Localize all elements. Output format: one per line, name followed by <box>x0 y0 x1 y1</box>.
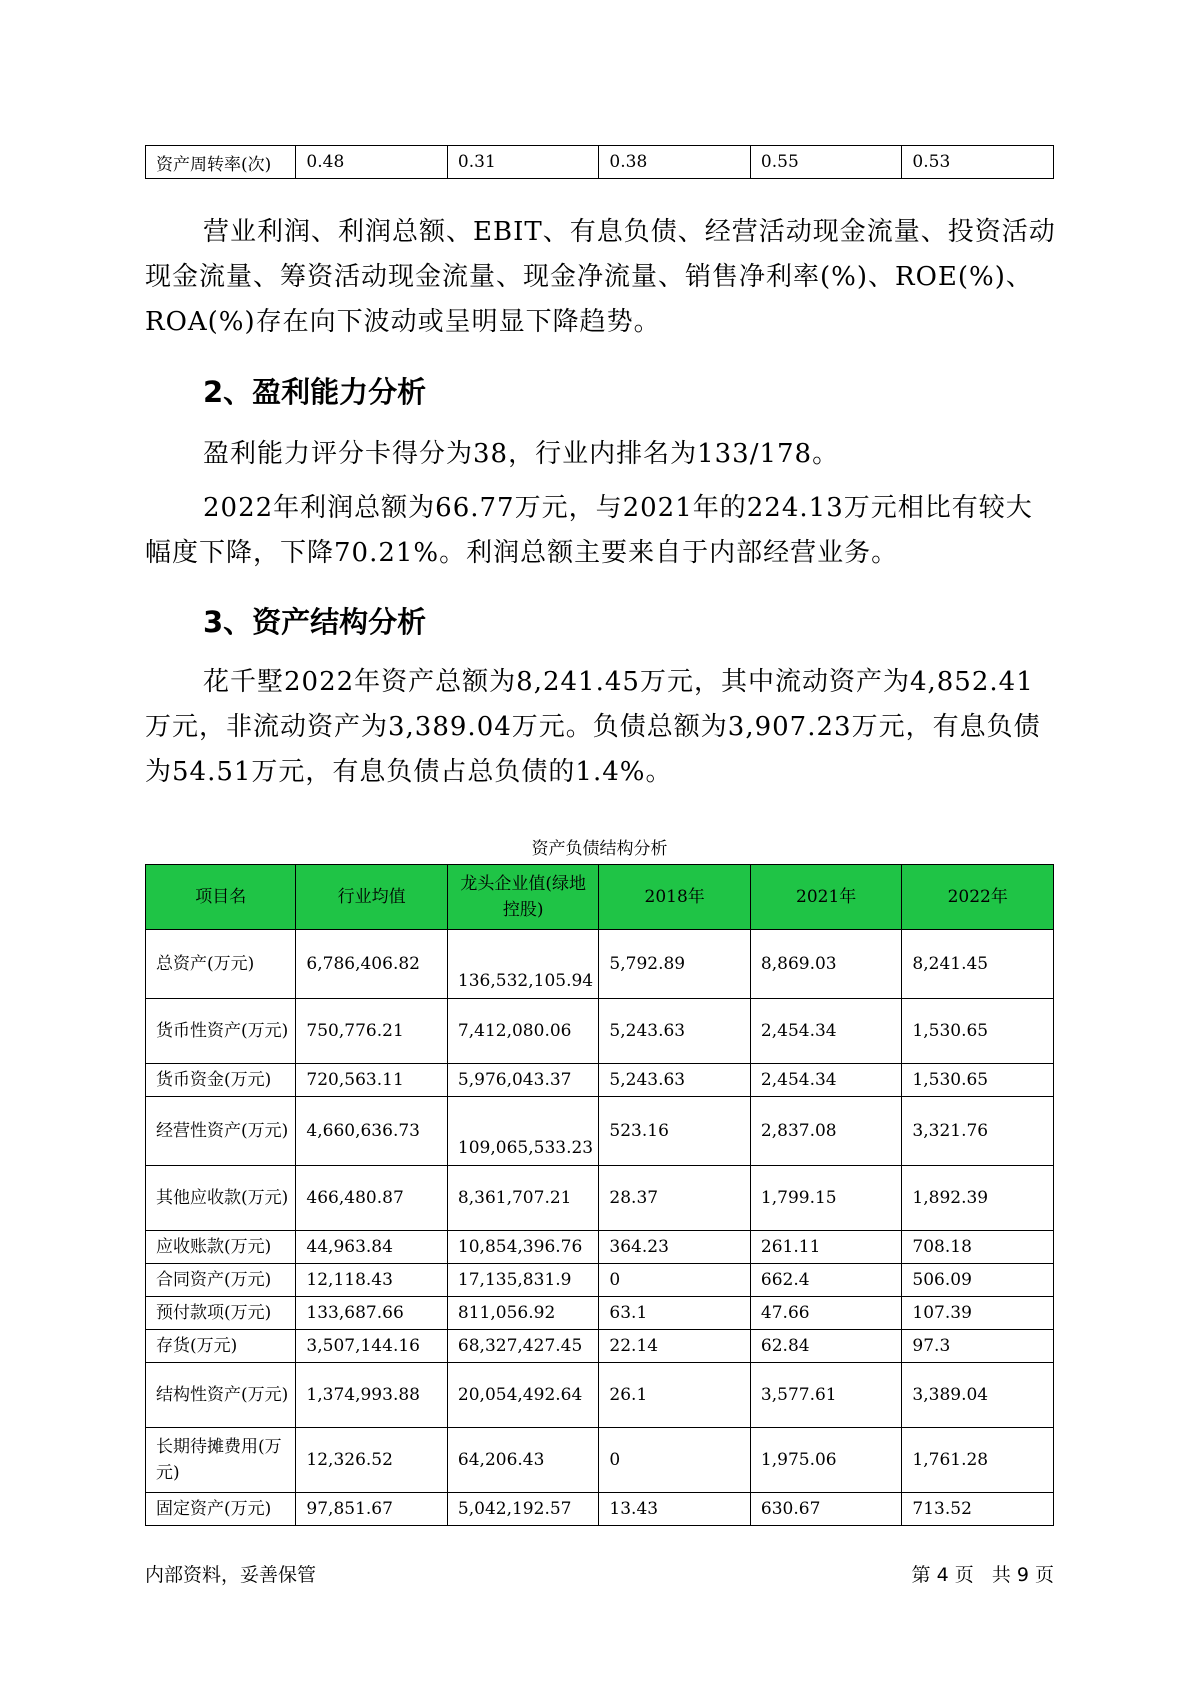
table-cell: 0.48 <box>296 146 448 179</box>
table-cell: 630.67 <box>750 1493 902 1526</box>
table-cell: 20,054,492.64 <box>447 1363 599 1428</box>
table-cell: 1,530.65 <box>902 999 1054 1064</box>
table-row <box>146 1428 1054 1493</box>
row-label: 其他应收款(万元) <box>146 1166 296 1231</box>
table-cell: 3,507,144.16 <box>296 1330 448 1363</box>
row-label: 货币资金(万元) <box>146 1064 296 1097</box>
table-cell: 261.11 <box>750 1231 902 1264</box>
turnover-table <box>145 145 1054 179</box>
table-cell: 1,975.06 <box>750 1428 902 1493</box>
table-cell: 2,454.34 <box>750 1064 902 1097</box>
table-row <box>146 1297 1054 1330</box>
table-cell: 811,056.92 <box>447 1297 599 1330</box>
footer-confidential-note: 内部资料，妥善保管 <box>145 1564 317 1586</box>
table-cell: 5,042,192.57 <box>447 1493 599 1526</box>
row-label: 经营性资产(万元) <box>146 1097 296 1166</box>
table-cell: 44,963.84 <box>296 1231 448 1264</box>
profit-total-paragraph: 2022年利润总额为66.77万元，与2021年的224.13万元相比有较大幅度下降，下降70.21%。利润总额主要来自于内部经营业务。 <box>145 493 1033 568</box>
table-cell: 5,792.89 <box>599 930 751 999</box>
table-row <box>146 930 1054 999</box>
table-cell: 28.37 <box>599 1166 751 1231</box>
table-cell: 506.09 <box>902 1264 1054 1297</box>
table-cell: 6,786,406.82 <box>296 930 448 999</box>
table-cell: 63.1 <box>599 1297 751 1330</box>
row-label: 合同资产(万元) <box>146 1264 296 1297</box>
table-cell: 0.38 <box>599 146 751 179</box>
table-cell: 26.1 <box>599 1363 751 1428</box>
table-row <box>146 1493 1054 1526</box>
table-cell: 7,412,080.06 <box>447 999 599 1064</box>
row-label: 结构性资产(万元) <box>146 1363 296 1428</box>
table-row <box>146 1264 1054 1297</box>
table-cell: 466,480.87 <box>296 1166 448 1231</box>
table-cell: 3,389.04 <box>902 1363 1054 1428</box>
table-cell: 1,761.28 <box>902 1428 1054 1493</box>
table-row <box>146 1166 1054 1231</box>
section-heading-profitability: 2、盈利能力分析 <box>203 375 427 409</box>
column-header: 项目名 <box>146 865 296 930</box>
table-cell: 10,854,396.76 <box>447 1231 599 1264</box>
table-cell: 1,374,993.88 <box>296 1363 448 1428</box>
table-cell: 3,577.61 <box>750 1363 902 1428</box>
table-cell: 5,976,043.37 <box>447 1064 599 1097</box>
table-cell: 5,243.63 <box>599 999 751 1064</box>
table-row <box>146 999 1054 1064</box>
table-cell: 1,530.65 <box>902 1064 1054 1097</box>
table-cell: 1,799.15 <box>750 1166 902 1231</box>
table-cell: 2,454.34 <box>750 999 902 1064</box>
table-cell: 1,892.39 <box>902 1166 1054 1231</box>
table-cell: 708.18 <box>902 1231 1054 1264</box>
table-row <box>146 1363 1054 1428</box>
table-cell: 12,118.43 <box>296 1264 448 1297</box>
row-label: 资产周转率(次) <box>146 146 296 179</box>
row-label: 长期待摊费用(万元) <box>146 1428 296 1493</box>
trend-paragraph: 营业利润、利润总额、EBIT、有息负债、经营活动现金流量、投资活动现金流量、筹资活动现金流量、现金净流量、销售净利率(%)、ROE(%)、ROA(%)存在向下波动或呈明显下降趋势。 <box>145 217 1056 337</box>
profitability-score-paragraph: 盈利能力评分卡得分为38，行业内排名为133/178。 <box>203 439 840 469</box>
table-cell: 5,243.63 <box>599 1064 751 1097</box>
balance-structure-table <box>145 864 1054 1526</box>
table-cell: 364.23 <box>599 1231 751 1264</box>
table-cell: 0.55 <box>750 146 902 179</box>
table-cell: 62.84 <box>750 1330 902 1363</box>
table-cell: 0 <box>599 1428 751 1493</box>
table-cell: 3,321.76 <box>902 1097 1054 1166</box>
table-cell: 68,327,427.45 <box>447 1330 599 1363</box>
row-label: 预付款项(万元) <box>146 1297 296 1330</box>
column-header: 2021年 <box>750 865 902 930</box>
asset-structure-paragraph: 花千墅2022年资产总额为8,241.45万元，其中流动资产为4,852.41万元，非流动资产为3,389.04万元。负债总额为3,907.23万元，有息负债为54.51万元，有息负债占总负债的1.4%。 <box>145 667 1041 787</box>
table-row <box>146 1231 1054 1264</box>
table-cell: 109,065,533.23 <box>447 1097 599 1166</box>
row-label: 应收账款(万元) <box>146 1231 296 1264</box>
table-row <box>146 146 1054 179</box>
row-label: 存货(万元) <box>146 1330 296 1363</box>
table-cell: 713.52 <box>902 1493 1054 1526</box>
table-row <box>146 1064 1054 1097</box>
table-cell: 17,135,831.9 <box>447 1264 599 1297</box>
table-cell: 662.4 <box>750 1264 902 1297</box>
column-header: 2022年 <box>902 865 1054 930</box>
table-cell: 136,532,105.94 <box>447 930 599 999</box>
table-cell: 0.31 <box>447 146 599 179</box>
table-row <box>146 1097 1054 1166</box>
page-number: 第 4 页 共 9 页 <box>911 1564 1054 1586</box>
table-cell: 12,326.52 <box>296 1428 448 1493</box>
table-cell: 47.66 <box>750 1297 902 1330</box>
table-cell: 523.16 <box>599 1097 751 1166</box>
table-cell: 97.3 <box>902 1330 1054 1363</box>
table-cell: 8,869.03 <box>750 930 902 999</box>
column-header: 行业均值 <box>296 865 448 930</box>
table-cell: 13.43 <box>599 1493 751 1526</box>
column-header: 2018年 <box>599 865 751 930</box>
table-cell: 0 <box>599 1264 751 1297</box>
table-cell: 107.39 <box>902 1297 1054 1330</box>
table-cell: 8,241.45 <box>902 930 1054 999</box>
row-label: 固定资产(万元) <box>146 1493 296 1526</box>
table-cell: 133,687.66 <box>296 1297 448 1330</box>
table-row <box>146 1330 1054 1363</box>
table-caption: 资产负债结构分析 <box>531 839 668 859</box>
table-cell: 750,776.21 <box>296 999 448 1064</box>
table-cell: 22.14 <box>599 1330 751 1363</box>
table-cell: 0.53 <box>902 146 1054 179</box>
table-cell: 720,563.11 <box>296 1064 448 1097</box>
table-cell: 2,837.08 <box>750 1097 902 1166</box>
table-cell: 8,361,707.21 <box>447 1166 599 1231</box>
table-header-row <box>146 865 1054 930</box>
row-label: 总资产(万元) <box>146 930 296 999</box>
table-cell: 97,851.67 <box>296 1493 448 1526</box>
table-cell: 64,206.43 <box>447 1428 599 1493</box>
column-header: 龙头企业值(绿地控股) <box>447 865 599 930</box>
table-cell: 4,660,636.73 <box>296 1097 448 1166</box>
row-label: 货币性资产(万元) <box>146 999 296 1064</box>
section-heading-asset-structure: 3、资产结构分析 <box>203 605 427 639</box>
